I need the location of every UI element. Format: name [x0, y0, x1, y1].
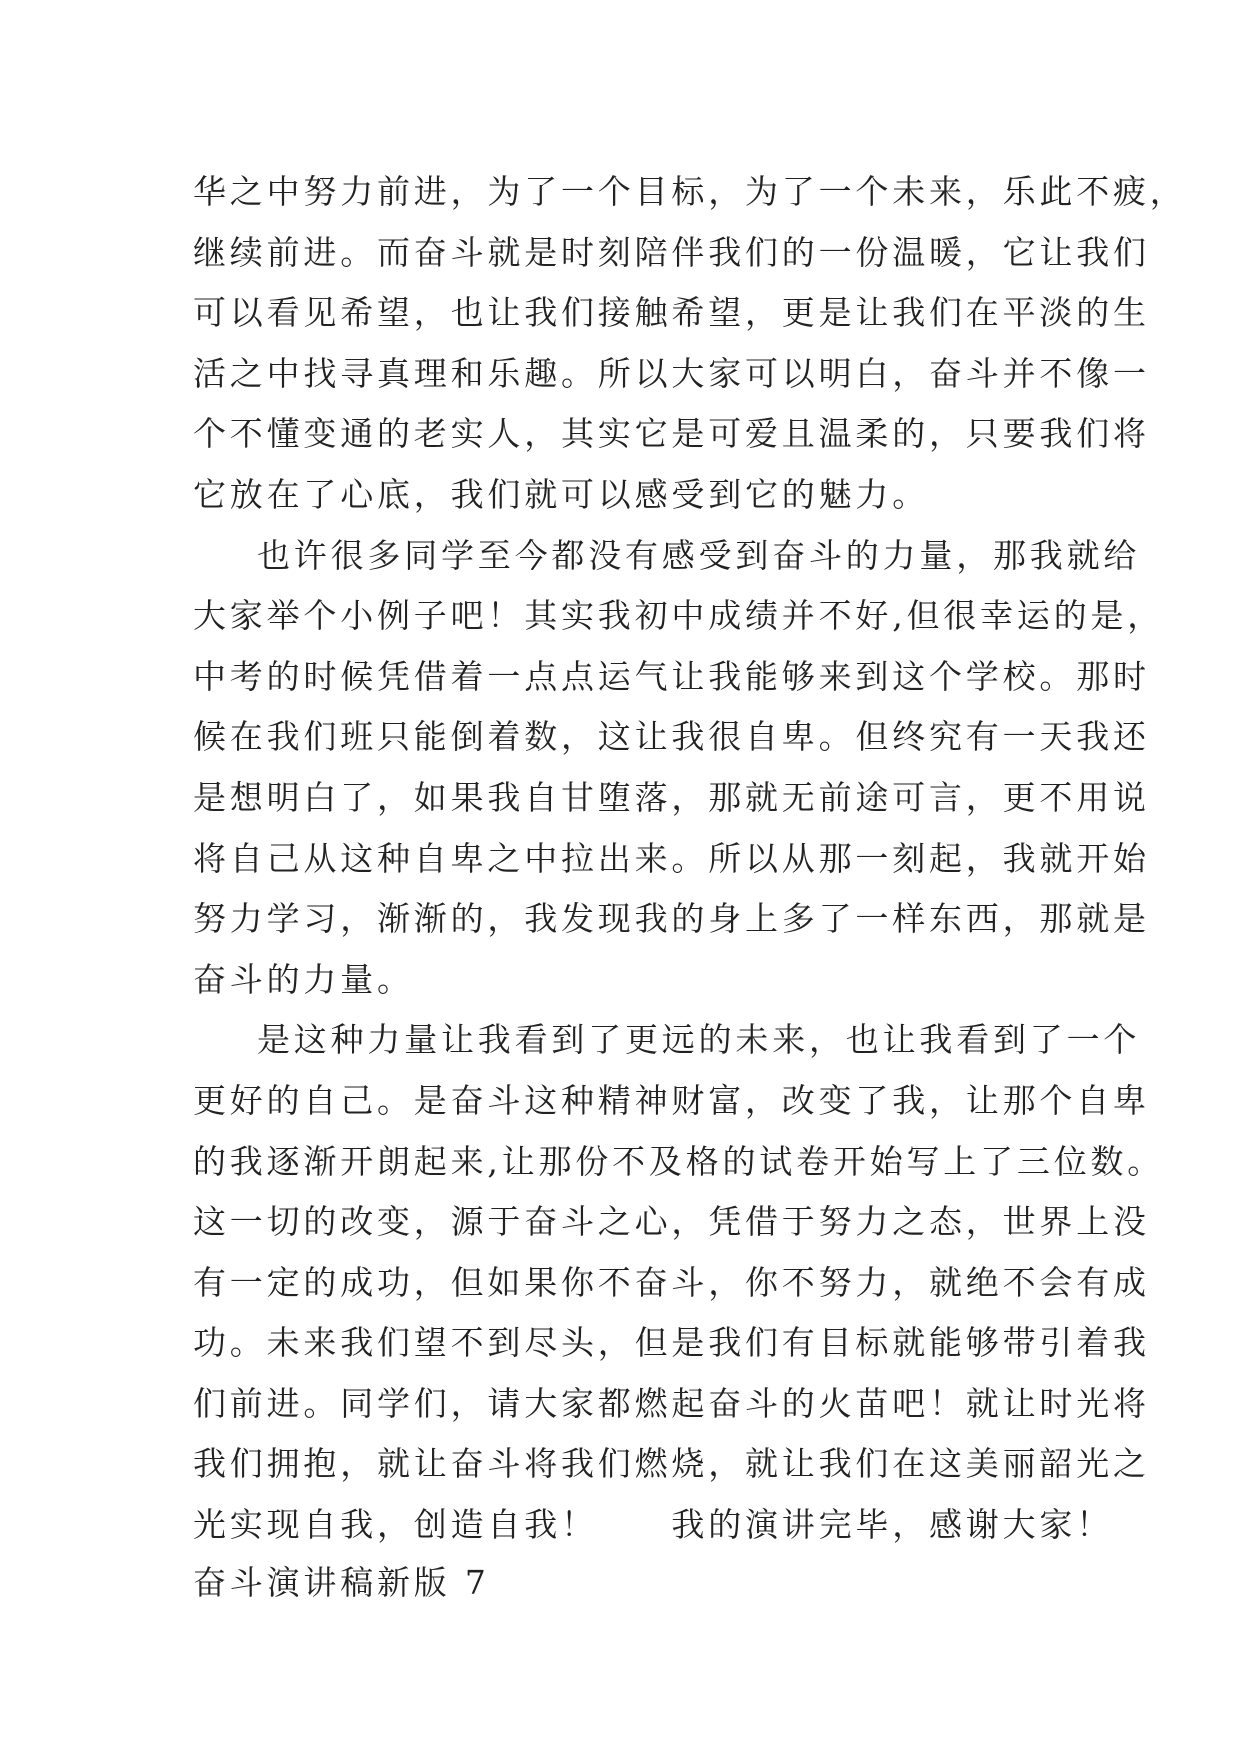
text-line: 这一切的改变，源于奋斗之心，凭借于努力之态，世界上没 — [193, 1202, 1150, 1242]
text-line: 继续前进。而奋斗就是时刻陪伴我们的一份温暖，它让我们 — [193, 232, 1150, 272]
text-line: 个不懂变通的老实人，其实它是可爱且温柔的，只要我们将 — [193, 414, 1150, 454]
text-line: 它放在了心底，我们就可以感受到它的魅力。 — [193, 474, 929, 514]
text-line: 们前进。同学们，请大家都燃起奋斗的火苗吧！就让时光将 — [193, 1383, 1150, 1423]
text-line: 是想明白了，如果我自甘堕落，那就无前途可言，更不用说 — [193, 777, 1150, 817]
text-line: 的我逐渐开朗起来,让那份不及格的试卷开始写上了三位数。 — [193, 1141, 1165, 1181]
document-body — [193, 162, 1187, 1608]
text-line: 将自己从这种自卑之中拉出来。所以从那一刻起，我就开始 — [193, 838, 1150, 878]
text-line: 大家举个小例子吧！其实我初中成绩并不好,但很幸运的是， — [193, 596, 1165, 636]
text-line: 候在我们班只能倒着数，这让我很自卑。但终究有一天我还 — [193, 717, 1150, 757]
text-line: 华之中努力前进，为了一个目标，为了一个未来，乐此不疲， — [193, 172, 1187, 211]
paragraph-3 — [193, 1010, 1165, 1555]
text-line: 有一定的成功，但如果你不奋斗，你不努力，就绝不会有成 — [193, 1262, 1150, 1302]
text-line: 我们拥抱，就让奋斗将我们燃烧，就让我们在这美丽韶光之 — [193, 1444, 1150, 1484]
text-line: 功。未来我们望不到尽头，但是我们有目标就能够带引着我 — [193, 1323, 1150, 1363]
section-title: 奋斗演讲稿新版 7 — [193, 1562, 490, 1602]
paragraph-1 — [193, 162, 1187, 526]
text-line: 可以看见希望，也让我们接触希望，更是让我们在平淡的生 — [193, 293, 1150, 333]
text-line: 奋斗的力量。 — [193, 959, 414, 999]
text-line: 光实现自我，创造自我！ 我的演讲完毕，感谢大家！ — [193, 1505, 1113, 1545]
text-line: 也许很多同学至今都没有感受到奋斗的力量，那我就给 — [257, 535, 1141, 575]
text-line: 活之中找寻真理和乐趣。所以大家可以明白，奋斗并不像一 — [193, 353, 1150, 393]
text-line: 努力学习，渐渐的，我发现我的身上多了一样东西，那就是 — [193, 899, 1150, 939]
text-line: 是这种力量让我看到了更远的未来，也让我看到了一个 — [257, 1020, 1141, 1060]
paragraph-2 — [193, 526, 1165, 1011]
text-line: 更好的自己。是奋斗这种精神财富，改变了我，让那个自卑 — [193, 1080, 1150, 1120]
text-line: 中考的时候凭借着一点点运气让我能够来到这个学校。那时 — [193, 656, 1150, 696]
